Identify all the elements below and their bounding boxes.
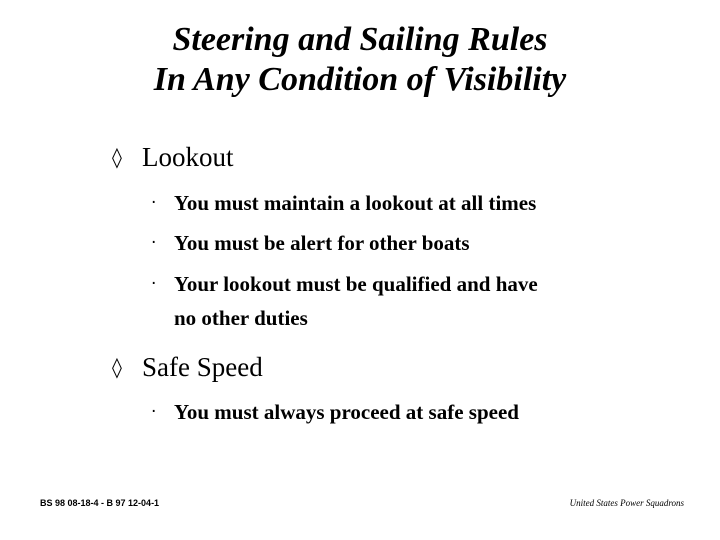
diamond-bullet-icon: ◊	[112, 145, 122, 169]
footer-course-code: BS 98 08-18-4 - B 97 12-04-1	[40, 498, 160, 508]
list-item-text: You must maintain a lookout at all times	[174, 191, 537, 215]
diamond-bullet-icon: ◊	[112, 355, 122, 379]
dot-bullet-icon: ·	[151, 233, 157, 253]
list-item	[152, 230, 470, 256]
list-item	[152, 271, 538, 331]
dot-bullet-icon: ·	[151, 274, 157, 294]
list-item-text: You must always proceed at safe speed	[174, 400, 519, 424]
title-line-2: In Any Condition of Visibility	[153, 61, 567, 98]
list-item-text-line-1: Your lookout must be qualified and have	[174, 272, 538, 296]
section-heading-safe-speed	[112, 351, 263, 383]
title-line-1: Steering and Sailing Rules	[172, 21, 548, 58]
footer-organization: United States Power Squadrons	[569, 498, 684, 508]
list-item-text: You must be alert for other boats	[174, 231, 470, 255]
list-item	[152, 190, 536, 216]
section-heading-lookout	[112, 141, 234, 173]
section-heading-text: Lookout	[142, 142, 234, 172]
dot-bullet-icon: ·	[151, 402, 157, 422]
dot-bullet-icon: ·	[151, 193, 157, 213]
slide-title	[0, 20, 720, 100]
section-heading-text: Safe Speed	[142, 352, 263, 382]
list-item-text-line-2: no other duties	[174, 306, 308, 330]
list-item	[152, 399, 519, 425]
